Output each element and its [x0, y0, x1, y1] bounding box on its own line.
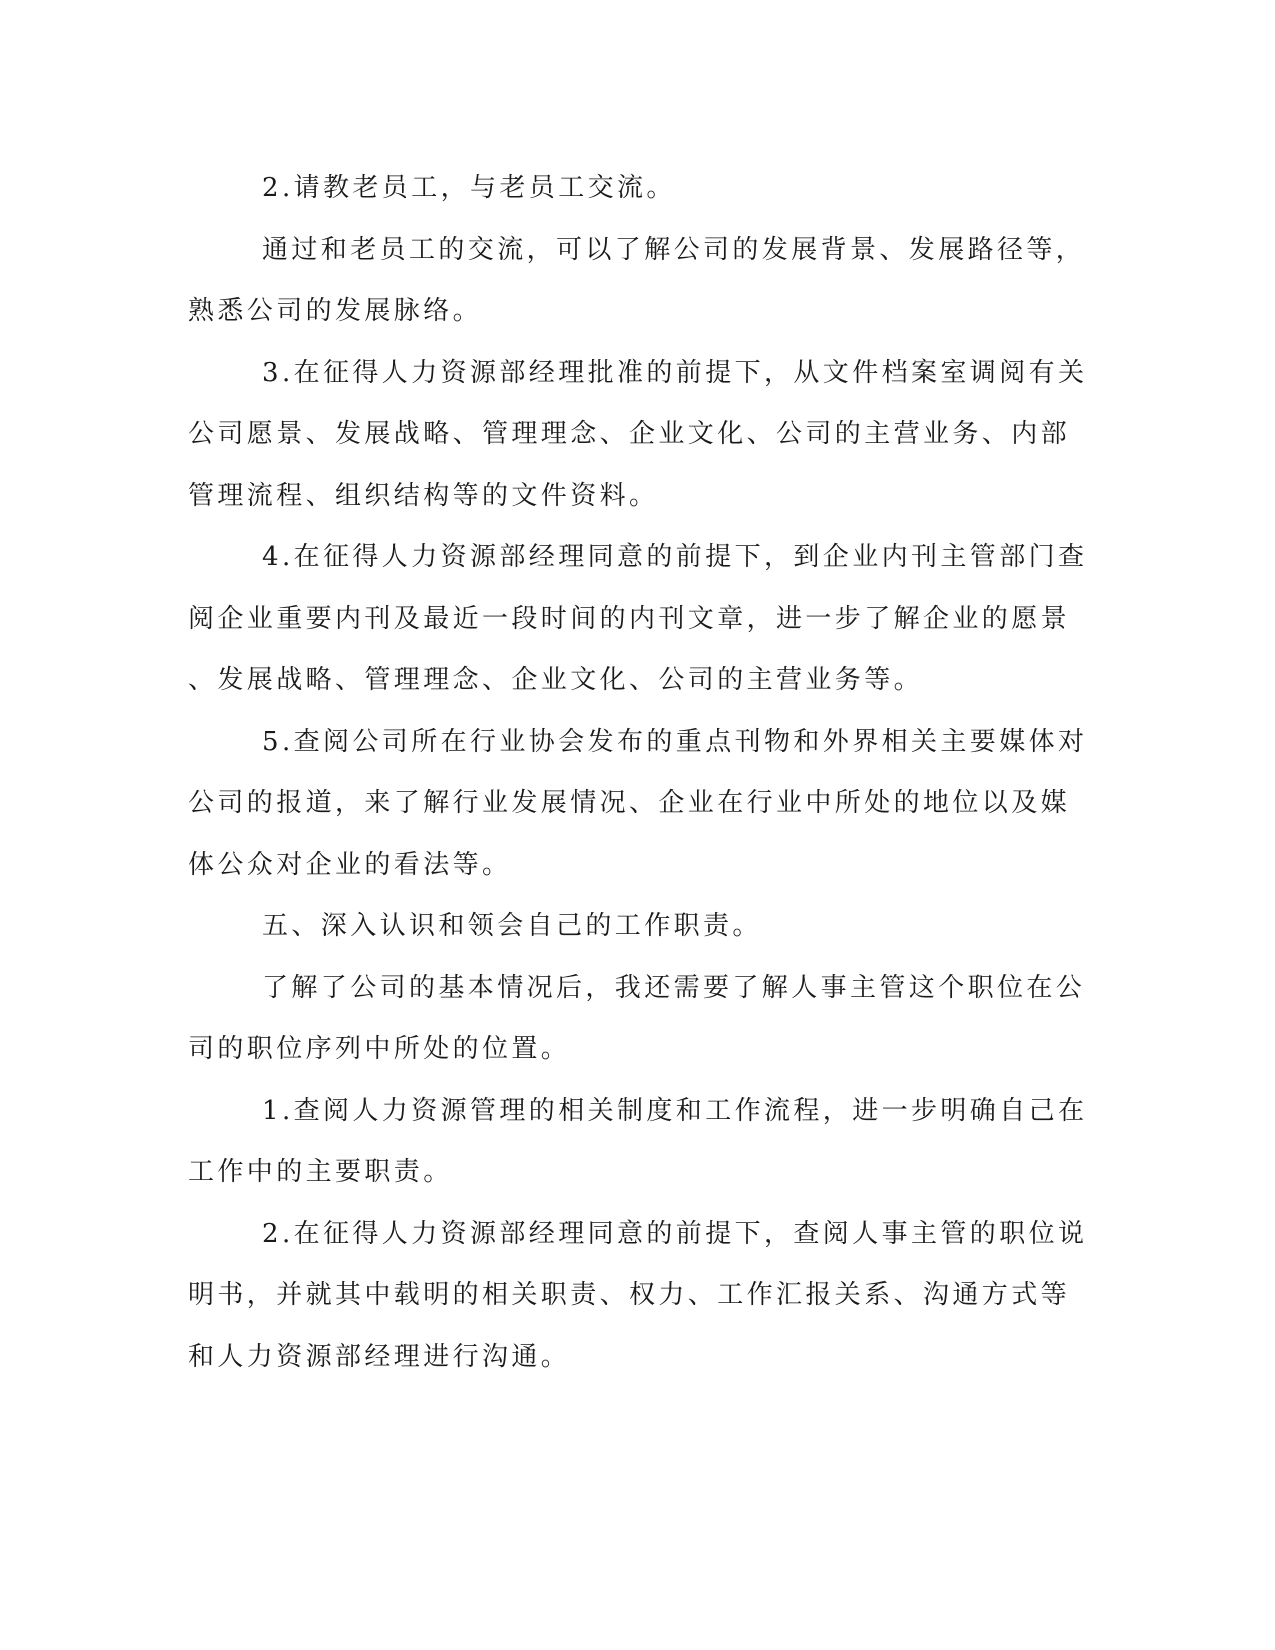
paragraph-line: 2.请教老员工，与老员工交流。 [262, 173, 676, 203]
paragraph-line: 和人力资源部经理进行沟通。 [188, 1341, 571, 1372]
paragraph-line: 3.在征得人力资源部经理批准的前提下，从文件档案室调阅有关 [262, 357, 1088, 388]
paragraph-line: 熟悉公司的发展脉络。 [188, 296, 483, 326]
paragraph-line: 阅企业重要内刊及最近一段时间的内刊文章，进一步了解企业的愿景 [188, 603, 1071, 634]
paragraph-line: 司的职位序列中所处的位置。 [188, 1034, 571, 1064]
document-body [188, 158, 1088, 1388]
paragraph-line: 1.查阅人力资源管理的相关制度和工作流程，进一步明确自己在 [262, 1095, 1088, 1126]
paragraph-line: 公司的报道，来了解行业发展情况、企业在行业中所处的地位以及媒 [188, 788, 1071, 818]
paragraph-line: 4.在征得人力资源部经理同意的前提下，到企业内刊主管部门查 [262, 542, 1088, 572]
section-heading: 五、深入认识和领会自己的工作职责。 [262, 911, 762, 941]
paragraph-line: 工作中的主要职责。 [188, 1157, 453, 1187]
paragraph-line: 通过和老员工的交流，可以了解公司的发展背景、发展路径等， [262, 234, 1086, 265]
paragraph-line: 了解了公司的基本情况后，我还需要了解人事主管这个职位在公 [262, 972, 1086, 1003]
paragraph-line: 、发展战略、管理理念、企业文化、公司的主营业务等。 [188, 665, 924, 695]
paragraph-line: 5.查阅公司所在行业协会发布的重点刊物和外界相关主要媒体对 [262, 726, 1088, 757]
paragraph-line: 管理流程、组织结构等的文件资料。 [188, 480, 659, 511]
paragraph-line: 2.在征得人力资源部经理同意的前提下，查阅人事主管的职位说 [262, 1218, 1088, 1249]
paragraph-line: 公司愿景、发展战略、管理理念、企业文化、公司的主营业务、内部 [188, 419, 1071, 449]
paragraph-line: 明书，并就其中载明的相关职责、权力、工作汇报关系、沟通方式等 [188, 1280, 1071, 1310]
paragraph-line: 体公众对企业的看法等。 [188, 849, 512, 880]
